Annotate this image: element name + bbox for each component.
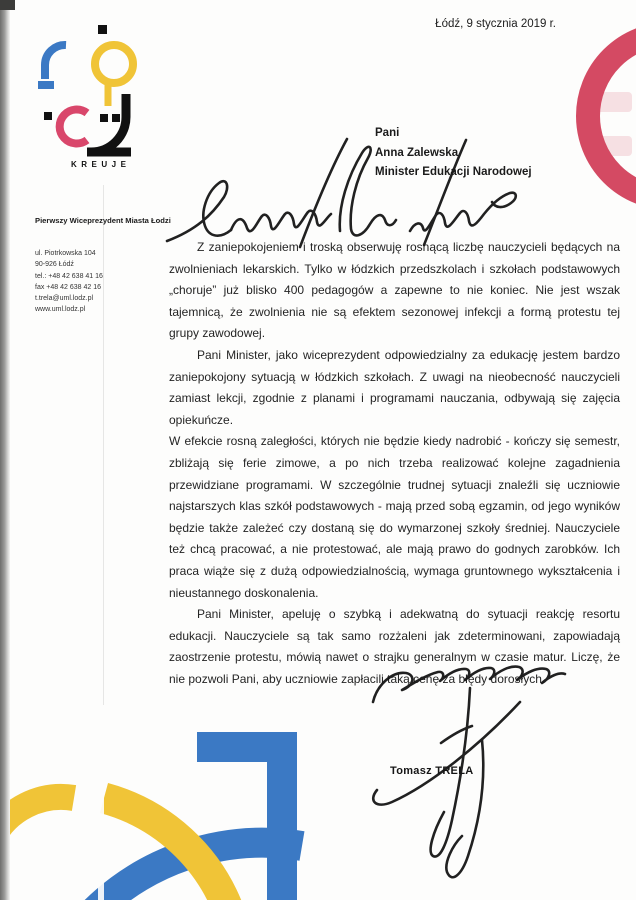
paragraph-1: Z zaniepokojeniem i troską obserwuję rosnącą liczbę nauczycieli będących na zwolnieniach lekarskich. Tylko w łódzkich przedszkolach i szkołach podstawowych „choruje” już blisko 400 pedagogów a zapewne to nie koniec. Nie jest wszak tajemnicą, że zwolnienia nie są efektem sezonowej infekcji a formą protestu tej grupy zawodowej. <box>169 240 620 341</box>
recipient-salutation: Pani <box>375 127 400 139</box>
sender-address <box>35 248 175 316</box>
lodz-kreuje-logo <box>36 22 146 172</box>
address-city: 90-926 Łódź <box>35 261 74 269</box>
scanner-corner-mark <box>0 0 15 10</box>
red-ring-decoration <box>576 22 636 210</box>
address-tel: tel.: +48 42 638 41 16 <box>35 272 103 280</box>
date-line: Łódź, 9 stycznia 2019 r. <box>435 18 556 30</box>
recipient-role: Minister Edukacji Narodowej <box>375 166 532 178</box>
lodz-letterforms-decoration <box>0 700 340 900</box>
address-fax: fax +48 42 638 42 16 <box>35 283 101 291</box>
address-email: t.trela@uml.lodz.pl <box>35 295 94 303</box>
paragraph-3: W efekcie rosną zaległości, których nie będzie kiedy nadrobić - kończy się semestr, zbliżają się ferie zimowe, a po nich trzeba realizować kolejne zagadnienia przewidziane programami. W szczególnie trudnej sytuacji znaleźli się uczniowie najstarszych klas szkół podstawowych - mają przed sobą egzamin, od jego wyników będzie także zależeć czy dostaną się do wymarzonej szkoły średniej. Nauczyciele też chcą pracować, a nie protestować, ale mają prawo do godnych zarobków. Ich praca wiąże się z dużą odpowiedzialnością, wymaga gruntownego wykształcenia i nieustannego doskonalenia. <box>169 434 620 600</box>
address-street: ul. Piotrkowska 104 <box>35 250 96 257</box>
paragraph-4: Pani Minister, apeluję o szybką i adekwatną do sytuacji reakcję resortu edukacji. Nauczyciele są tak samo rozżaleni jak zdeterminowani, zapowiadają zaostrzenie protestu, mówią nawet o strajku generalnym w czasie matur. Liczę, że nie pozwoli Pani, aby uczniowie zapłacili taką cenę za błędy dorosłych. <box>169 607 620 686</box>
recipient-block <box>375 124 532 183</box>
sender-title: Pierwszy Wiceprezydent Miasta Łodzi <box>35 216 171 225</box>
scanner-edge-shadow <box>0 0 10 900</box>
logo-caption: KREUJE <box>71 160 131 169</box>
address-website: www.uml.lodz.pl <box>35 306 86 314</box>
recipient-name: Anna Zalewska <box>375 146 459 159</box>
letter-body <box>169 237 620 690</box>
fold-crease <box>98 700 104 900</box>
fold-crease-line <box>103 185 104 705</box>
signer-name: Tomasz TRELA <box>390 765 474 777</box>
paragraph-2: Pani Minister, jako wiceprezydent odpowiedzialny za edukację jestem bardzo zaniepokojony sytuacją w łódzkich szkołach. Z uwagi na nieobecność nauczycieli zamiast lekcji, zgodnie z planami i programami nauczania, odbywają się zajęcia opiekuńcze. <box>169 347 620 427</box>
